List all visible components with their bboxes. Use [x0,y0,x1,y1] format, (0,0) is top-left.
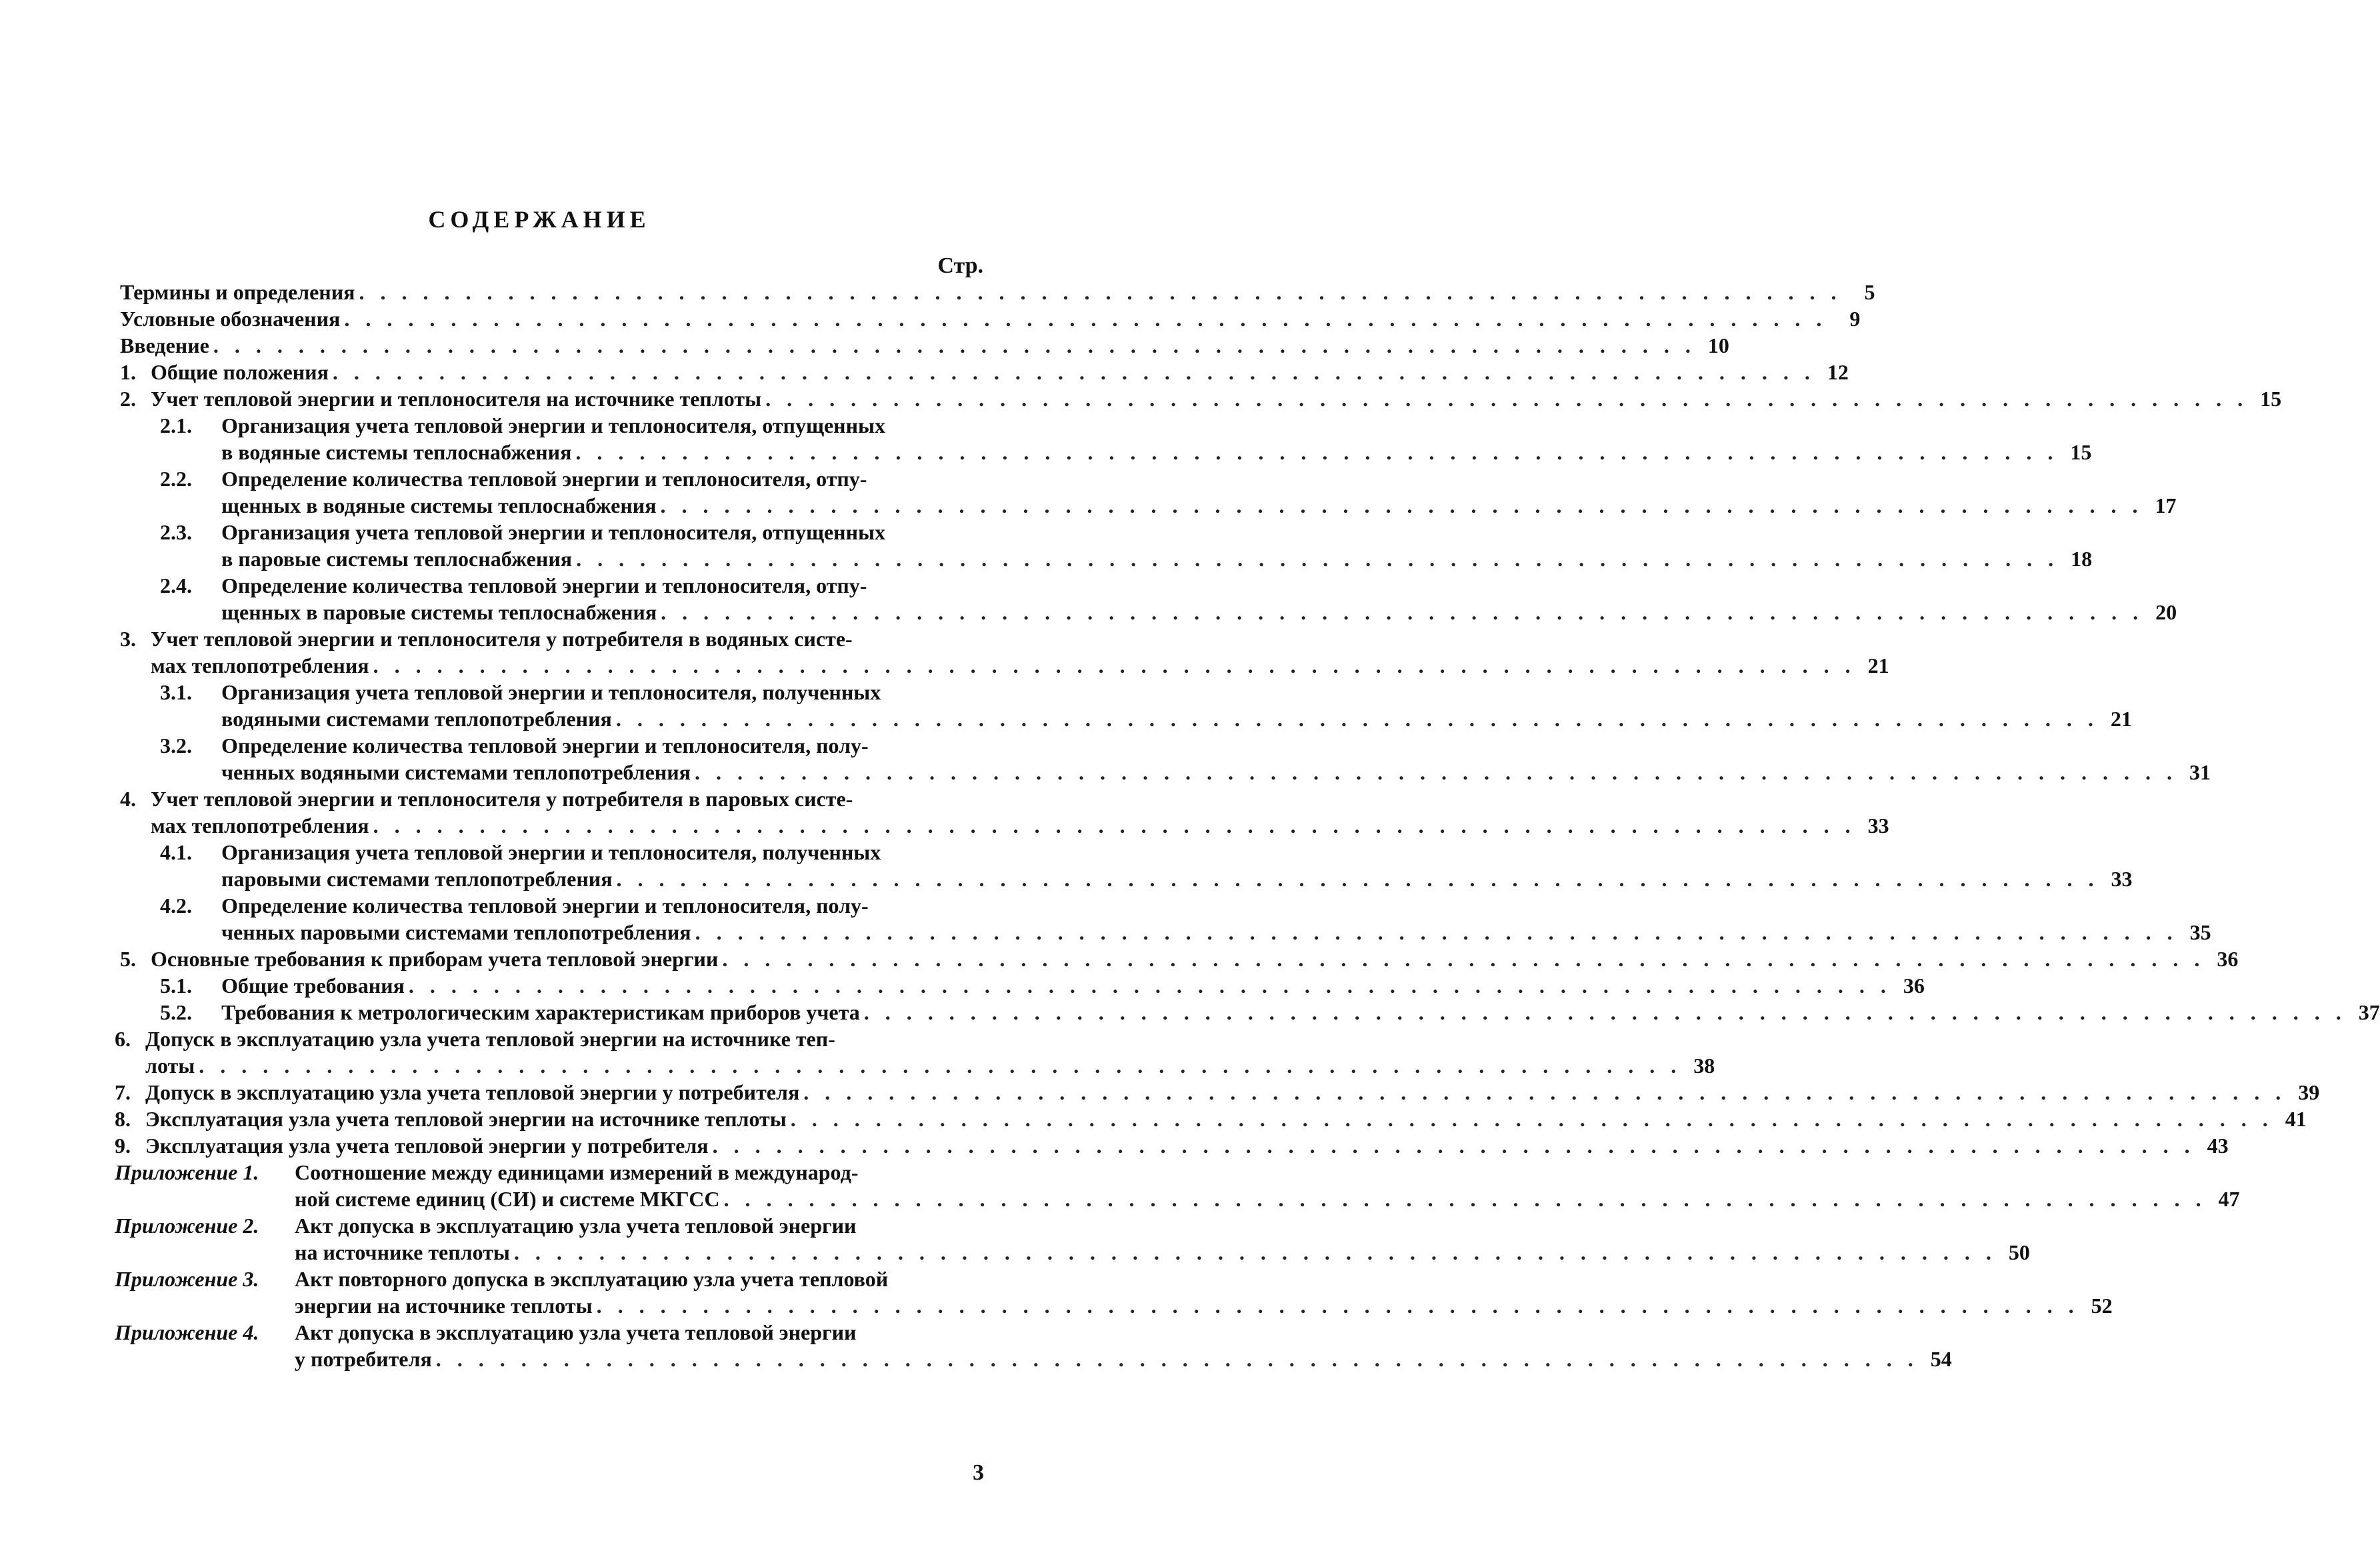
toc-entry [120,786,1889,839]
toc-entry-number: 3. [120,627,136,651]
toc-entry-text: Определение количества тепловой энергии и теплоносителя, отпу- [221,573,867,597]
toc-entry-text: Определение количества тепловой энергии и теплоносителя, отпу- [221,467,867,491]
toc-entry [115,1106,2307,1132]
toc-line [115,1186,2240,1212]
toc-page-number: 21 [1867,653,1889,677]
toc-entry-number: 9. [115,1134,131,1158]
toc-entry-number: 5.1. [160,974,192,998]
toc-page-number: 54 [1930,1347,1952,1371]
toc-entry [115,1026,1715,1079]
toc-entry-number: 5.2. [160,1000,192,1024]
toc-entry [120,359,1849,385]
toc-entry [120,946,2239,972]
dot-leader: . . . . . . . . . . . . . . . . . . . . . . . . . . . . . . . . . . . . . . . . . . . . . . . . . . . . . . . . . . . . . . . . . . . . . . [661,600,2144,624]
toc-entry-text: Учет тепловой энергии и теплоносителя у потребителя в паровых систе- [151,787,853,811]
toc-line [120,385,2282,412]
toc-entry-number: 4.2. [160,894,192,918]
toc-page-number: 15 [2260,387,2282,411]
toc-entry-text: щенных в паровые системы теплоснабжения [221,600,657,624]
toc-page-number: 43 [2207,1134,2229,1158]
toc-entry [120,332,1729,359]
toc-page-number: 33 [2111,867,2133,891]
toc-page-number: 31 [2189,760,2211,784]
toc-line [160,412,981,439]
toc-line [160,679,981,705]
toc-page-number: 15 [2070,440,2092,464]
toc-entry-number: Приложение 4. [115,1320,259,1344]
toc-entry [160,972,1925,999]
toc-line [160,492,2177,519]
toc-page-number: 36 [1903,974,1925,998]
toc-entry-text: Организация учета тепловой энергии и теплоносителя, отпущенных [221,520,886,544]
toc-line [115,1212,981,1239]
toc-entry-text: Определение количества тепловой энергии и теплоносителя, полу- [221,733,869,757]
toc-page-number: 47 [2218,1187,2240,1211]
toc-line [120,812,1889,839]
toc-line [160,972,1925,999]
toc-entry-text: Акт допуска в эксплуатацию узла учета тепловой энергии [295,1320,857,1344]
toc-line [160,892,981,919]
toc-line [115,1346,1952,1372]
toc-entry-number: 8. [115,1107,131,1131]
toc-line [160,519,981,545]
dot-leader: . . . . . . . . . . . . . . . . . . . . . . . . . . . . . . . . . . . . . . . . . . . . . . . . . . . . . . . . . . . . . . . . . . . . . . [722,947,2205,971]
toc-line [160,839,981,866]
toc-entry-text: Организация учета тепловой энергии и теплоносителя, полученных [221,680,881,704]
toc-entry [160,892,2211,946]
toc-entry-number: Приложение 1. [115,1160,259,1184]
table-of-contents [115,279,2380,1372]
toc-entry-number: 2.2. [160,467,192,491]
toc-line [120,359,1849,385]
toc-entry [120,385,2282,412]
toc-entry-text: Организация учета тепловой энергии и теплоносителя, отпущенных [221,413,886,437]
toc-line [115,1159,981,1186]
toc-entry-number: 3.1. [160,680,192,704]
dot-leader: . . . . . . . . . . . . . . . . . . . . . . . . . . . . . . . . . . . . . . . . . . . . . . . . . . . . . . . . . . . . . . . . . . . . . . [660,493,2143,517]
dot-leader: . . . . . . . . . . . . . . . . . . . . . . . . . . . . . . . . . . . . . . . . . . . . . . . . . . . . . . . . . . . . . . . . . . . . . . [213,333,1696,357]
toc-entry-text: на источнике теплоты [295,1240,510,1264]
toc-page-number: 52 [2091,1294,2113,1318]
dot-leader: . . . . . . . . . . . . . . . . . . . . . . . . . . . . . . . . . . . . . . . . . . . . . . . . . . . . . . . . . . . . . . . . . . . . . . [596,1294,2079,1318]
toc-page-number: 21 [2110,707,2132,731]
toc-line [160,866,2133,892]
dot-leader: . . . . . . . . . . . . . . . . . . . . . . . . . . . . . . . . . . . . . . . . . . . . . . . . . . . . . . . . . . . . . . . . . . . . . . [765,387,2249,411]
dot-leader: . . . . . . . . . . . . . . . . . . . . . . . . . . . . . . . . . . . . . . . . . . . . . . . . . . . . . . . . . . . . . . . . . . . . . . [575,440,2059,464]
toc-entry [160,519,2093,572]
toc-page-number: 10 [1707,333,1729,357]
dot-leader: . . . . . . . . . . . . . . . . . . . . . . . . . . . . . . . . . . . . . . . . . . . . . . . . . . . . . . . . . . . . . . . . . . . . . . [408,974,1891,998]
toc-line [115,1052,1715,1079]
dot-leader: . . . . . . . . . . . . . . . . . . . . . . . . . . . . . . . . . . . . . . . . . . . . . . . . . . . . . . . . . . . . . . . . . . . . . . [803,1080,2287,1104]
toc-entry [115,1132,2229,1159]
toc-page-number: 12 [1827,360,1849,384]
toc-line [160,732,981,759]
toc-line [120,305,1861,332]
toc-line [160,465,981,492]
toc-entry [160,572,2177,625]
toc-line [115,1026,981,1052]
toc-entry [160,465,2177,519]
toc-page-number: 33 [1867,814,1889,838]
toc-entry-number: 7. [115,1080,131,1104]
toc-entry-text: Введение [120,333,209,357]
toc-entry-text: Условные обозначения [120,307,341,331]
toc-line [160,759,2211,786]
toc-line [115,1079,2320,1106]
dot-leader: . . . . . . . . . . . . . . . . . . . . . . . . . . . . . . . . . . . . . . . . . . . . . . . . . . . . . . . . . . . . . . . . . . . . . . [723,1187,2207,1211]
toc-line [160,439,2092,465]
toc-entry-number: 3.2. [160,733,192,757]
toc-entry-text: у потребителя [295,1347,432,1371]
toc-entry-text: мах теплопотребления [151,653,369,677]
toc-entry-text: в водяные системы теплоснабжения [221,440,572,464]
toc-entry-number: 2. [120,387,136,411]
toc-page-number: 36 [2217,947,2239,971]
toc-line [120,946,2239,972]
footer-page-number: 3 [973,1460,984,1485]
dot-leader: . . . . . . . . . . . . . . . . . . . . . . . . . . . . . . . . . . . . . . . . . . . . . . . . . . . . . . . . . . . . . . . . . . . . . . [332,360,1815,384]
toc-entry-text: Термины и определения [120,280,355,304]
toc-line [120,652,1889,679]
toc-line [115,1292,2113,1319]
toc-line [120,625,981,652]
toc-entry-number: 6. [115,1027,131,1051]
toc-entry-text: Эксплуатация узла учета тепловой энергии у потребителя [145,1134,709,1158]
toc-entry [160,839,2133,892]
toc-entry-text: ченных паровыми системами теплопотребления [221,920,691,944]
toc-entry [115,1319,1952,1372]
toc-entry [160,412,2092,465]
page-title: СОДЕРЖАНИЕ [428,206,651,233]
dot-leader: . . . . . . . . . . . . . . . . . . . . . . . . . . . . . . . . . . . . . . . . . . . . . . . . . . . . . . . . . . . . . . . . . . . . . . [863,1000,2347,1024]
toc-entry-text: ной системе единиц (СИ) и системе МКГСС [295,1187,720,1211]
toc-line [115,1239,2030,1266]
toc-entry-number: 4.1. [160,840,192,864]
toc-entry-text: Требования к метрологическим характеристикам приборов учета [221,1000,860,1024]
dot-leader: . . . . . . . . . . . . . . . . . . . . . . . . . . . . . . . . . . . . . . . . . . . . . . . . . . . . . . . . . . . . . . . . . . . . . . [576,547,2059,571]
toc-entry-number: 5. [120,947,136,971]
toc-entry [115,1159,2240,1212]
toc-entry [120,279,1875,305]
dot-leader: . . . . . . . . . . . . . . . . . . . . . . . . . . . . . . . . . . . . . . . . . . . . . . . . . . . . . . . . . . . . . . . . . . . . . . [435,1347,1919,1371]
toc-entry-text: Основные требования к приборам учета тепловой энергии [151,947,719,971]
dot-leader: . . . . . . . . . . . . . . . . . . . . . . . . . . . . . . . . . . . . . . . . . . . . . . . . . . . . . . . . . . . . . . . . . . . . . . [712,1134,2195,1158]
toc-entry-text: щенных в водяные системы теплоснабжения [221,493,657,517]
toc-page-number: 20 [2155,600,2177,624]
toc-entry-text: Общие положения [151,360,329,384]
toc-line [160,599,2177,625]
toc-page-number: 17 [2155,493,2177,517]
toc-line [160,572,981,599]
toc-entry-text: Общие требования [221,974,405,998]
toc-line [160,545,2093,572]
dot-leader: . . . . . . . . . . . . . . . . . . . . . . . . . . . . . . . . . . . . . . . . . . . . . . . . . . . . . . . . . . . . . . . . . . . . . . [615,707,2099,731]
toc-page-number: 35 [2189,920,2211,944]
toc-entry-text: энергии на источнике теплоты [295,1294,593,1318]
dot-leader: . . . . . . . . . . . . . . . . . . . . . . . . . . . . . . . . . . . . . . . . . . . . . . . . . . . . . . . . . . . . . . . . . . . . . . [344,307,1827,331]
dot-leader: . . . . . . . . . . . . . . . . . . . . . . . . . . . . . . . . . . . . . . . . . . . . . . . . . . . . . . . . . . . . . . . . . . . . . . [513,1240,1997,1264]
toc-entry-text: Акт повторного допуска в эксплуатацию узла учета тепловой [295,1267,889,1291]
toc-entry-number: 4. [120,787,136,811]
toc-entry-text: мах теплопотребления [151,814,369,838]
toc-line [120,786,981,812]
toc-page-number: 18 [2071,547,2093,571]
toc-entry-text: Организация учета тепловой энергии и теплоносителя, полученных [221,840,881,864]
toc-entry-text: Определение количества тепловой энергии и теплоносителя, полу- [221,894,869,918]
toc-page-number: 41 [2285,1107,2307,1131]
toc-page-number: 39 [2298,1080,2320,1104]
toc-line [160,999,2380,1026]
dot-leader: . . . . . . . . . . . . . . . . . . . . . . . . . . . . . . . . . . . . . . . . . . . . . . . . . . . . . . . . . . . . . . . . . . . . . . [694,760,2177,784]
toc-entry-text: Учет тепловой энергии и теплоносителя на источнике теплоты [151,387,762,411]
toc-entry [115,1079,2320,1106]
dot-leader: . . . . . . . . . . . . . . . . . . . . . . . . . . . . . . . . . . . . . . . . . . . . . . . . . . . . . . . . . . . . . . . . . . . . . . [616,867,2099,891]
toc-entry-number: 2.4. [160,573,192,597]
toc-line [160,919,2211,946]
toc-entry-text: в паровые системы теплоснабжения [221,547,573,571]
toc-entry-text: Эксплуатация узла учета тепловой энергии на источнике теплоты [145,1107,787,1131]
dot-leader: . . . . . . . . . . . . . . . . . . . . . . . . . . . . . . . . . . . . . . . . . . . . . . . . . . . . . . . . . . . . . . . . . . . . . . [373,653,1856,677]
page-column-label: Стр. [937,253,983,278]
dot-leader: . . . . . . . . . . . . . . . . . . . . . . . . . . . . . . . . . . . . . . . . . . . . . . . . . . . . . . . . . . . . . . . . . . . . . . [695,920,2178,944]
toc-entry-number: Приложение 2. [115,1214,259,1238]
dot-leader: . . . . . . . . . . . . . . . . . . . . . . . . . . . . . . . . . . . . . . . . . . . . . . . . . . . . . . . . . . . . . . . . . . . . . . [199,1054,1682,1078]
toc-entry [160,999,2380,1026]
toc-line [120,279,1875,305]
toc-entry-text: Соотношение между единицами измерений в международ- [295,1160,859,1184]
toc-line [115,1106,2307,1132]
toc-entry-text: Акт допуска в эксплуатацию узла учета тепловой энергии [295,1214,857,1238]
toc-page-number: 37 [2358,1000,2380,1024]
toc-entry-text: Допуск в эксплуатацию узла учета тепловой энергии на источнике теп- [145,1027,835,1051]
dot-leader: . . . . . . . . . . . . . . . . . . . . . . . . . . . . . . . . . . . . . . . . . . . . . . . . . . . . . . . . . . . . . . . . . . . . . . [359,280,1842,304]
toc-entry [115,1212,2030,1266]
toc-entry-text: водяными системами теплопотребления [221,707,612,731]
toc-entry-number: Приложение 3. [115,1267,259,1291]
toc-entry-number: 2.1. [160,413,192,437]
toc-entry [120,305,1861,332]
dot-leader: . . . . . . . . . . . . . . . . . . . . . . . . . . . . . . . . . . . . . . . . . . . . . . . . . . . . . . . . . . . . . . . . . . . . . . [373,814,1856,838]
toc-line [115,1319,981,1346]
toc-entry [115,1266,2113,1319]
toc-page-number: 50 [2008,1240,2030,1264]
toc-entry [160,732,2211,786]
dot-leader: . . . . . . . . . . . . . . . . . . . . . . . . . . . . . . . . . . . . . . . . . . . . . . . . . . . . . . . . . . . . . . . . . . . . . . [790,1107,2273,1131]
toc-entry-number: 2.3. [160,520,192,544]
toc-entry-text: Учет тепловой энергии и теплоносителя у потребителя в водяных систе- [151,627,853,651]
toc-line [160,705,2132,732]
toc-entry-text: лоты [145,1054,195,1078]
toc-line [115,1132,2229,1159]
toc-page-number: 9 [1849,307,1861,331]
toc-page-number: 5 [1864,280,1875,304]
toc-entry [120,625,1889,679]
toc-entry [160,679,2132,732]
toc-entry-text: Допуск в эксплуатацию узла учета тепловой энергии у потребителя [145,1080,800,1104]
toc-line [115,1266,981,1292]
toc-entry-text: паровыми системами теплопотребления [221,867,613,891]
toc-page-number: 38 [1693,1054,1715,1078]
toc-entry-text: ченных водяными системами теплопотребления [221,760,691,784]
toc-entry-number: 1. [120,360,136,384]
toc-line [120,332,1729,359]
